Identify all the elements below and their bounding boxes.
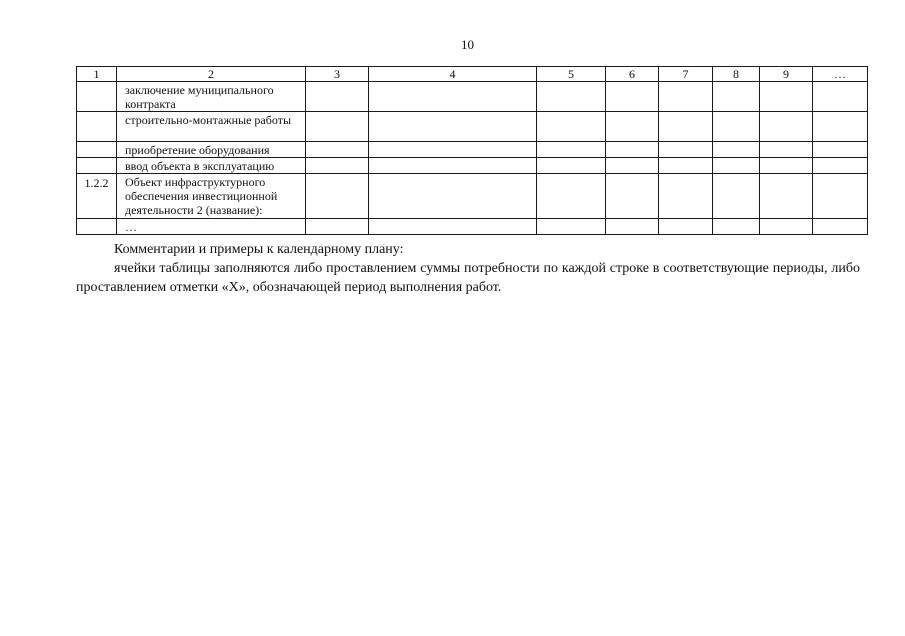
empty-cell — [713, 174, 760, 219]
table-row — [77, 158, 868, 174]
empty-cell — [659, 219, 713, 235]
header-cell: … — [813, 67, 868, 82]
empty-cell — [537, 158, 606, 174]
empty-cell — [813, 158, 868, 174]
empty-cell — [606, 142, 659, 158]
empty-cell — [813, 219, 868, 235]
empty-cell — [306, 158, 369, 174]
empty-cell — [306, 82, 369, 112]
empty-cell — [537, 219, 606, 235]
empty-cell — [659, 142, 713, 158]
row-number-cell — [77, 112, 117, 142]
empty-cell — [606, 112, 659, 142]
empty-cell — [760, 174, 813, 219]
table-row — [77, 174, 868, 219]
row-number-cell — [77, 142, 117, 158]
empty-cell — [306, 112, 369, 142]
empty-cell — [760, 112, 813, 142]
header-cell: 8 — [713, 67, 760, 82]
empty-cell — [606, 219, 659, 235]
header-cell: 3 — [306, 67, 369, 82]
row-name-cell: приобретение оборудования — [117, 142, 306, 158]
empty-cell — [813, 174, 868, 219]
empty-cell — [537, 142, 606, 158]
empty-cell — [713, 142, 760, 158]
empty-cell — [369, 82, 537, 112]
empty-cell — [369, 174, 537, 219]
empty-cell — [713, 112, 760, 142]
row-name-cell: ввод объекта в эксплуатацию — [117, 158, 306, 174]
empty-cell — [537, 174, 606, 219]
header-cell: 2 — [117, 67, 306, 82]
empty-cell — [306, 174, 369, 219]
row-number-cell — [77, 82, 117, 112]
empty-cell — [760, 82, 813, 112]
table-row — [77, 219, 868, 235]
comments-heading: Комментарии и примеры к календарному плану: — [114, 242, 404, 257]
empty-cell — [659, 174, 713, 219]
empty-cell — [659, 82, 713, 112]
empty-cell — [760, 219, 813, 235]
empty-cell — [606, 158, 659, 174]
comments-section — [76, 240, 860, 297]
empty-cell — [813, 142, 868, 158]
empty-cell — [537, 112, 606, 142]
table-row — [77, 142, 868, 158]
empty-cell — [369, 142, 537, 158]
row-number-cell — [77, 219, 117, 235]
empty-cell — [760, 142, 813, 158]
empty-cell — [659, 158, 713, 174]
empty-cell — [760, 158, 813, 174]
empty-cell — [606, 82, 659, 112]
row-name-cell: Объект инфраструктурного обеспечения инвестиционной деятельности 2 (название): — [117, 174, 306, 219]
empty-cell — [306, 219, 369, 235]
empty-cell — [813, 112, 868, 142]
row-number-cell: 1.2.2 — [77, 174, 117, 219]
empty-cell — [659, 112, 713, 142]
empty-cell — [306, 142, 369, 158]
calendar-plan-table — [76, 66, 868, 235]
row-number-cell — [77, 158, 117, 174]
empty-cell — [813, 82, 868, 112]
table-header-row — [77, 67, 868, 82]
page-number: 10 — [461, 37, 474, 52]
empty-cell — [606, 174, 659, 219]
header-cell: 7 — [659, 67, 713, 82]
row-name-cell: заключение муниципального контракта — [117, 82, 306, 112]
header-cell: 9 — [760, 67, 813, 82]
table-row — [77, 112, 868, 142]
empty-cell — [713, 82, 760, 112]
header-cell: 1 — [77, 67, 117, 82]
empty-cell — [369, 158, 537, 174]
empty-cell — [713, 158, 760, 174]
row-name-cell: строительно-монтажные работы — [117, 112, 306, 142]
row-name-cell: … — [117, 219, 306, 235]
comments-body: ячейки таблицы заполняются либо проставлением суммы потребности по каждой строке в соответствующие периоды, либо проставлением отметки «Х», обозначающей период выполнения работ. — [76, 261, 860, 295]
header-cell: 4 — [369, 67, 537, 82]
header-cell: 5 — [537, 67, 606, 82]
empty-cell — [537, 82, 606, 112]
empty-cell — [369, 112, 537, 142]
table-row — [77, 82, 868, 112]
header-cell: 6 — [606, 67, 659, 82]
empty-cell — [369, 219, 537, 235]
empty-cell — [713, 219, 760, 235]
